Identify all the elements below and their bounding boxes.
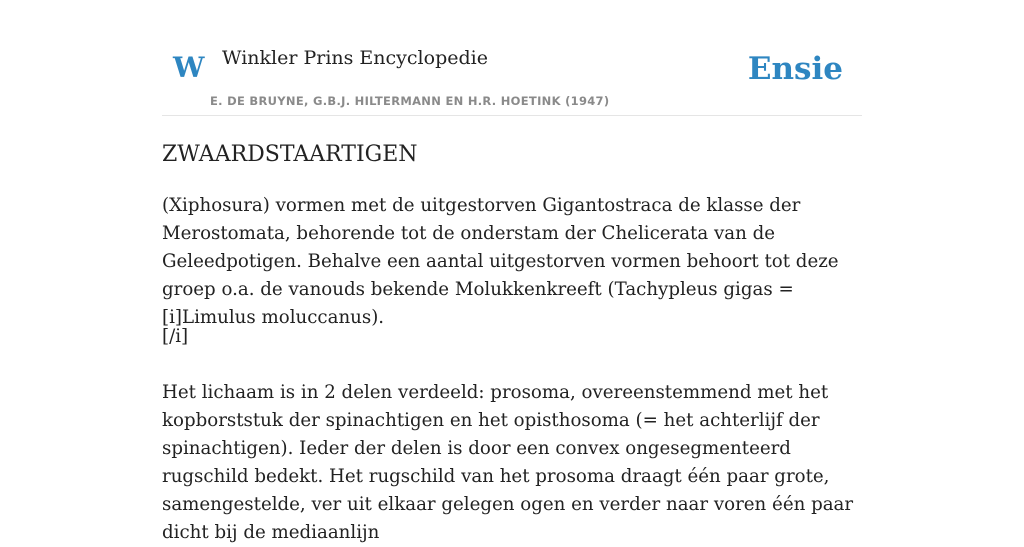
site-header — [162, 40, 862, 116]
article-paragraph: (Xiphosura) vormen met de uitgestorven Gigantostraca de klasse der Merostomata, behorende tot de onderstam der Chelicerata van de Geleedpotigen. Behalve een aantal uitgestorven vormen behoort tot deze groep o.a. de vanouds bekende Molukkenkreeft (Tachypleus gigas = [i]Limulus moluccanus). — [162, 195, 839, 328]
article-paragraph: Het lichaam is in 2 delen verdeeld: prosoma, overeenstemmend met het kopborststuk der spinachtigen en het opisthosoma (= het achterlijf der spinachtigen). Ieder der delen is door een convex ongesegmenteerd rugschild bedekt. Het rugschild van het prosoma draagt één paar grote, samengestelde, ver uit elkaar gelegen ogen en verder naar voren één paar dicht bij de mediaanlijn — [162, 382, 854, 543]
site-title[interactable]: Winkler Prins Encyclopedie — [222, 47, 488, 69]
winkler-prins-logo[interactable]: W — [173, 51, 205, 84]
ensie-logo[interactable]: Ensie — [747, 51, 843, 87]
article-paragraph: [/i] — [162, 326, 189, 347]
authors-subtitle: E. DE BRUYNE, G.B.J. HILTERMANN EN H.R. HOETINK (1947) — [210, 94, 610, 108]
article-headword: ZWAARDSTAARTIGEN — [162, 142, 418, 167]
